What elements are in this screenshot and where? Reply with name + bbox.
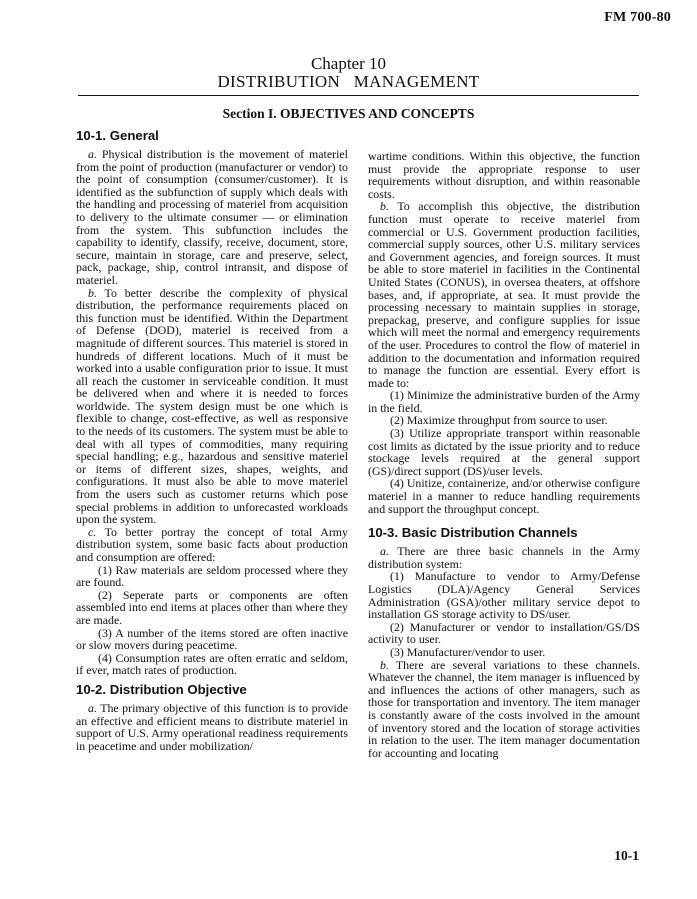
list-item: (2) Maximize throughput from source to user. bbox=[390, 413, 608, 428]
manual-id: FM 700-80 bbox=[604, 10, 671, 25]
page-number: 10-1 bbox=[614, 848, 639, 863]
paragraph-objective-a-cont: wartime conditions. Within this objective, the function must provide the appropriate response to user requirements without disruption, and within reasonable costs. bbox=[368, 149, 640, 201]
list-item: (4) Consumption rates are often erratic and seldom, if ever, match rates of production. bbox=[76, 650, 348, 678]
title-rule bbox=[78, 95, 639, 96]
para-text: There are several variations to these channels. Whatever the channel, the item manager is influenced by and influences the actions of other managers, such as those for transportation and inventory. The item manager is constantly aware of the costs involved in the amount of inventory stored and the location of storage activities in relation to the user. The item manager documentation for accounting and locating bbox=[368, 657, 640, 760]
para-marker: a. bbox=[88, 700, 97, 715]
para-marker: a. bbox=[88, 147, 97, 161]
para-text: The primary objective of this function is to provide an effective and efficient means to distribute materiel in support of U.S. Army operational readiness requirements in peacetime and under mobilization/ bbox=[76, 700, 348, 753]
para-text: There are three basic channels in the Army distribution system: bbox=[368, 544, 640, 571]
para-marker: c. bbox=[88, 524, 97, 539]
list-item: (3) Utilize appropriate transport within reasonable cost limits as dictated by the issue priority and to reduce stockage levels required at the general support (GS)/direct support (DS)/user levels. bbox=[368, 426, 640, 478]
chapter-number: Chapter 10 bbox=[310, 54, 387, 73]
para-marker: a. bbox=[380, 544, 389, 559]
para-text: To better portray the concept of total Army distribution system, some basic facts about production and consumption are offered: bbox=[76, 524, 348, 564]
list-item: (2) Seperate parts or components are often assembled into end items at places other than where they are made. bbox=[76, 587, 348, 627]
paragraph-general-a bbox=[76, 148, 348, 287]
para-text: Physical distribution is the movement of materiel from the point of production (manufacturer or vendor) to the point of consumption (consumer/customer). It is identified as the subfunction of supply which deals with the handling and processing of materiel from acquisition to delivery to the ultimate consumer — or elimination from the system. This subfunction includes the capability to identify, classify, receive, document, store, secure, maintain in storage, care and preserve, select, pack, package, ship, control intransit, and dispose of materiel. bbox=[76, 147, 348, 287]
heading-10-3: 10-3. Basic Distribution Channels bbox=[368, 525, 578, 541]
para-text: To accomplish this objective, the distribution function must operate to receive materiel from commercial or U.S. Government production facilities, commercial supply sources, other U.S. military services and Government agencies, and foreign sources. It must be able to store materiel in facilities in the Continental United States (CONUS), in oversea theaters, at offshore bases, and, if appropriate, at sea. It must provide the processing necessary to maintain supplies in storage, prepackag, preserve, and configure supplies for issue which will meet the normal and emergency requirements of the user. Procedures to control the flow of materiel in addition to the documentation and information required to manage the function are essential. Every effort is made to: bbox=[368, 199, 640, 390]
chapter-title: DISTRIBUTION MANAGEMENT bbox=[217, 72, 480, 91]
list-item: (3) Manufacturer/vendor to user. bbox=[390, 644, 546, 659]
para-text: To better describe the complexity of physical distribution, the performance requirements placed on this function must be identified. Within the Department of Defense (DOD), materiel is received from a magnitude of different sources. This materiel is stored in hundreds of different locations. Much of it must be worked into a usable configuration prior to issue. It must all reach the customer in serviceable condition. It must be delivered when and where it is needed to forces worldwide. The system design must be one which is flexible to change, cost-effective, as well as responsive to the needs of its customers. The system must be able to deal with all types of commodities, many requiring special handling; e.g., hazardous and sensitive materiel or items of different sizes, shapes, weights, and configurations. It must also be able to move materiel from the users such as customer returns which pose special problems in addition to unforecasted workloads upon the system. bbox=[76, 285, 348, 527]
list-item: (2) Manufacturer or vendor to installation/GS/DS activity to user. bbox=[368, 619, 640, 647]
list-item: (1) Manufacture to vendor to Army/Defense Logistics (DLA)/Agency General Services Administration (GSA)/other military service depot to installation GS storage activity to DS/user. bbox=[368, 569, 640, 622]
left-column bbox=[76, 128, 348, 752]
para-marker: b. bbox=[88, 285, 97, 300]
right-column bbox=[368, 150, 640, 759]
paragraph-objective-a bbox=[76, 702, 348, 752]
list-item: (1) Raw materials are seldom processed where they are found. bbox=[76, 562, 348, 590]
paragraph-general-b bbox=[76, 287, 348, 526]
para-marker: b. bbox=[380, 657, 389, 672]
paragraph-channels-a bbox=[368, 545, 640, 570]
heading-10-2: 10-2. Distribution Objective bbox=[76, 681, 247, 697]
list-item: (1) Minimize the administrative burden of the Army in the field. bbox=[368, 388, 640, 415]
heading-10-1: 10-1. General bbox=[76, 128, 159, 143]
para-marker: b. bbox=[380, 199, 389, 214]
list-item: (4) Unitize, containerize, and/or otherwise configure materiel in a manner to reduce handling requirements and support the throughput concept. bbox=[368, 476, 640, 516]
section-title: Section I. OBJECTIVES AND CONCEPTS bbox=[222, 106, 475, 121]
list-item: (3) A number of the items stored are often inactive or slow movers during peacetime. bbox=[76, 625, 348, 653]
paragraph-channels-b bbox=[368, 659, 640, 760]
paragraph-objective-b bbox=[368, 200, 640, 389]
paragraph-general-c bbox=[76, 526, 348, 564]
